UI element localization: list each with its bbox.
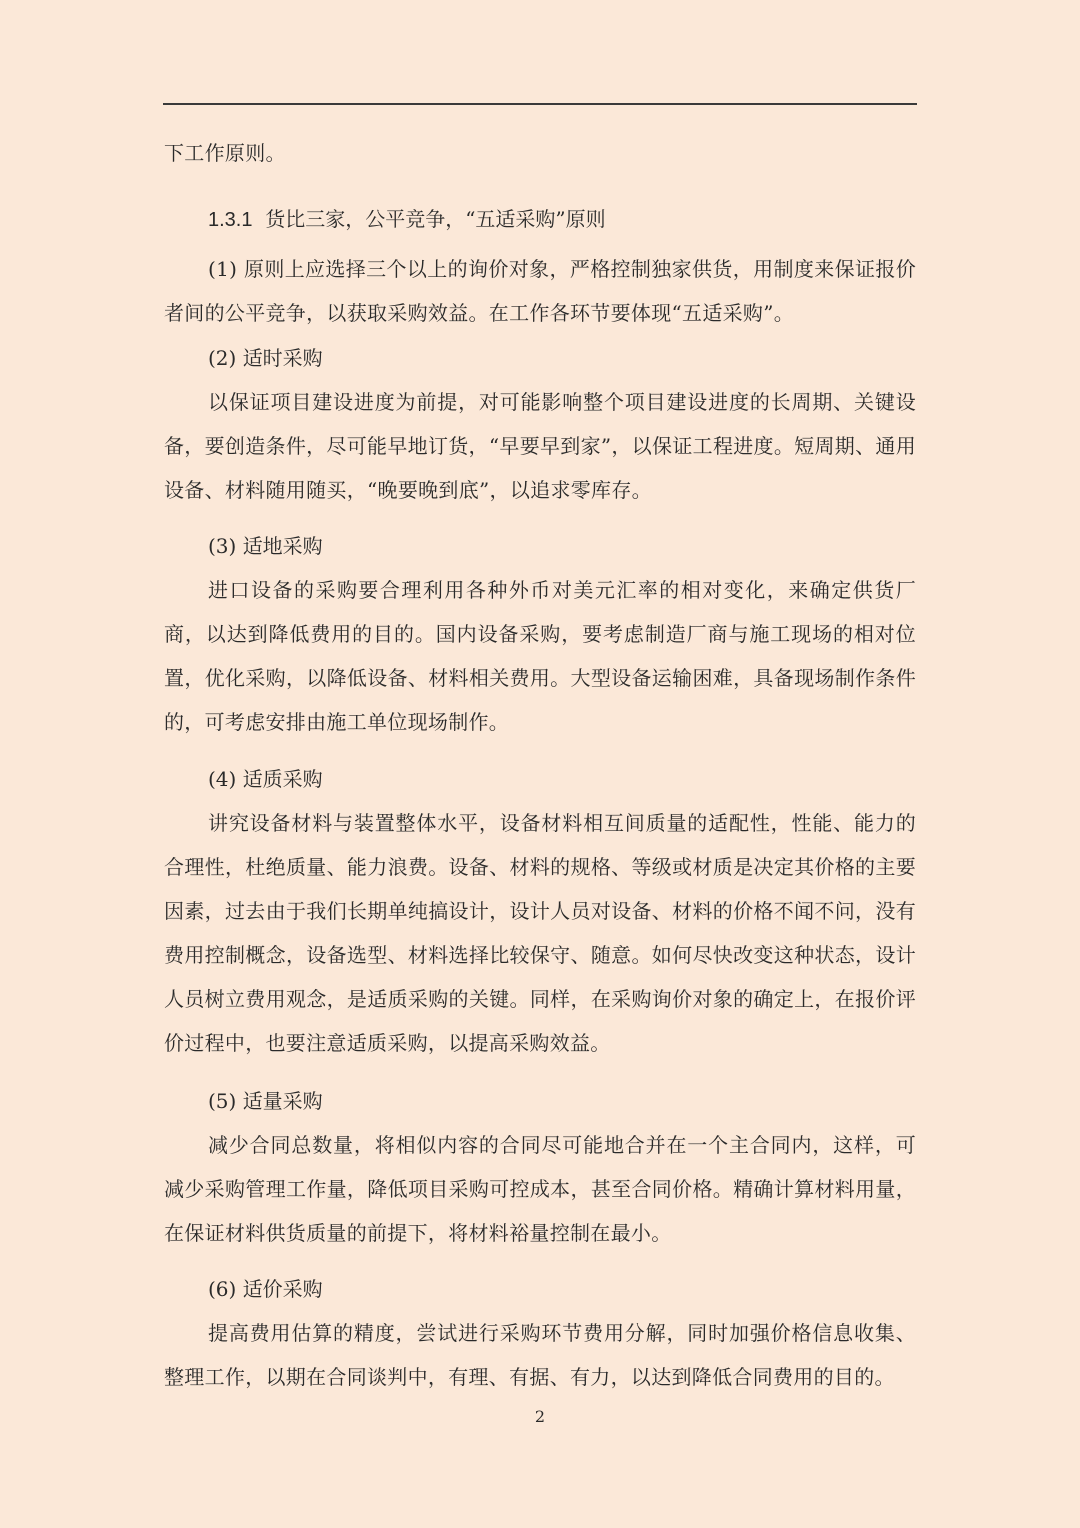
item-6-paragraph: 提高费用估算的精度，尝试进行采购环节费用分解，同时加强价格信息收集、整理工作，以期在合同谈判中，有理、有据、有力，以达到降低合同费用的目的。 xyxy=(164,1321,916,1389)
item-1-paragraph: (1) 原则上应选择三个以上的询价对象，严格控制独家供货，用制度来保证报价者间的公平竞争，以获取采购效益。在工作各环节要体现“五适采购”。 xyxy=(164,257,916,325)
section-heading xyxy=(208,197,606,242)
item-3-paragraph: 进口设备的采购要合理利用各种外币对美元汇率的相对变化，来确定供货厂商，以达到降低费用的目的。国内设备采购，要考虑制造厂商与施工现场的相对位置，优化采购，以降低设备、材料相关费用。大型设备运输困难，具备现场制作条件的，可考虑安排由施工单位现场制作。 xyxy=(164,578,916,734)
page-number: 2 xyxy=(534,1407,546,1426)
item-3-heading: (3) 适地采购 xyxy=(208,534,323,558)
item-4-paragraph: 讲究设备材料与装置整体水平，设备材料相互间质量的适配性，性能、能力的合理性，杜绝质量、能力浪费。设备、材料的规格、等级或材质是决定其价格的主要因素，过去由于我们长期单纯搞设计，设计人员对设备、材料的价格不闻不问，没有费用控制概念，设备选型、材料选择比较保守、随意。如何尽快改变这种状态，设计人员树立费用观念，是适质采购的关键。同样，在采购询价对象的确定上，在报价评价过程中，也要注意适质采购，以提高采购效益。 xyxy=(164,811,916,1055)
item-2-paragraph: 以保证项目建设进度为前提，对可能影响整个项目建设进度的长周期、关键设备，要创造条件，尽可能早地订货，“早要早到家”，以保证工程进度。短周期、通用设备、材料随用随买，“晚要晚到底”，以追求零库存。 xyxy=(164,390,916,502)
item-2-heading: (2) 适时采购 xyxy=(208,346,323,370)
item-5-paragraph: 减少合同总数量，将相似内容的合同尽可能地合并在一个主合同内，这样，可减少采购管理工作量，降低项目采购可控成本，甚至合同价格。精确计算材料用量，在保证材料供货质量的前提下，将材料裕量控制在最小。 xyxy=(164,1133,916,1245)
item-4-heading: (4) 适质采购 xyxy=(208,767,323,791)
intro-tail-text: 下工作原则。 xyxy=(164,141,286,165)
section-number: 1.3.1 xyxy=(208,209,253,231)
header-rule xyxy=(163,103,917,105)
item-5-heading: (5) 适量采购 xyxy=(208,1089,323,1113)
item-6-heading: (6) 适价采购 xyxy=(208,1277,323,1301)
section-title: 货比三家，公平竞争，“五适采购”原则 xyxy=(265,207,606,231)
